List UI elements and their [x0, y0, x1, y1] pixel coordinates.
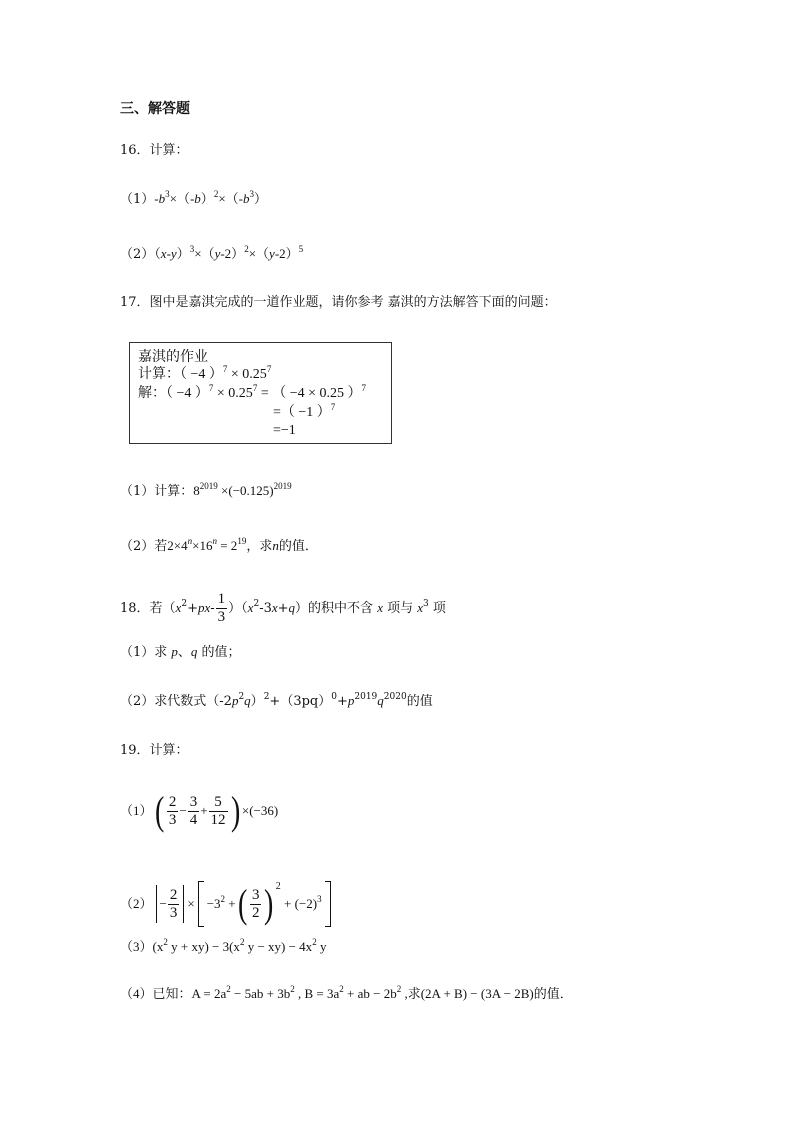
part-tag: （2） — [120, 896, 153, 912]
homework-image-box — [129, 342, 392, 444]
question-18-part-2: （2）求代数式$(-2p^2q)^2+(3pq)^0+p^{2019}q^{2020}$的值 — [120, 692, 433, 709]
question-19-stem: 19．计算： — [120, 743, 189, 758]
part-tag: （1） — [120, 192, 155, 207]
question-19-part-4: （4）已知：$A = 2a^2 - 5ab + 3b^2$ , $B = 3a^2$ + ab − $2b^2$ ,求(2A + B) − (3A − 2B)的值． — [120, 984, 573, 1001]
part-tag: （4）已知： — [120, 986, 192, 1001]
question-18-stem: 18．若（$x^2+px-$ $\frac{1}{3}$ ）$(x^2-3x+q)$的积中不含 x 项与 $x^3$ 项 — [120, 591, 446, 625]
section-heading: 三、解答题 — [120, 101, 190, 117]
question-19-part-2: （2） − $\frac{2}{3}$ × $-3^2$ +( $\frac{3}{2}$ ) $2 + (-2)^3$ — [120, 862, 334, 929]
homework-title: 嘉淇的作业 — [138, 349, 208, 365]
homework-line-2: 解：（ −4 ）$^7 \times 0.25^7$ = （ −4 × 0.25 ）$^7$ — [138, 383, 366, 401]
question-16-part-1: $(1)-b^3\times(-b)^2\times(-b^3)$ — [120, 189, 267, 207]
homework-line-1: 计算：（ −4 ）$^7 \times 0.25^7$ — [138, 364, 272, 382]
question-19-part-3: $(3)(x^2$ $y + xy) - 3(x^2$ $y - xy) - 4x^2$ y — [120, 937, 327, 954]
part-tag: （2） — [120, 247, 155, 262]
question-16-part-2: $(2)(x-y)^3\times(y-2)^2\times(y-2)^5$ — [120, 244, 304, 262]
question-17-part-2: （2）若$2\times 4^n\times 16^n = 2^{19}$，求n的值． — [120, 536, 318, 554]
question-16-stem: 16．计算： — [120, 143, 189, 158]
homework-line-3: =（ −1 ）$^7$ — [273, 402, 336, 420]
question-17-stem: 17．图中是嘉淇完成的一道作业题，请你参考 嘉淇的方法解答下面的问题： — [120, 295, 557, 310]
part-tag: （1） — [120, 803, 153, 819]
part-tag: （1）计算： — [120, 484, 194, 499]
question-19-part-1: （1）( $\frac{2}{3}$ − $\frac{3}{4}$ + $\frac{5}{12}$ ) ×(−36) — [120, 788, 279, 834]
part-tag: （2）若 — [120, 539, 168, 554]
question-17-part-1: （1）计算：$8^{2019} \times(-0.125)^{2019}$ — [120, 481, 292, 499]
fraction-one-third: $\frac{1}{3}$ — [217, 591, 226, 625]
homework-line-4: =−1 — [273, 423, 296, 438]
part-tag: （3） — [120, 939, 153, 954]
question-18-part-1: （1）求 p、q 的值； — [120, 644, 241, 660]
